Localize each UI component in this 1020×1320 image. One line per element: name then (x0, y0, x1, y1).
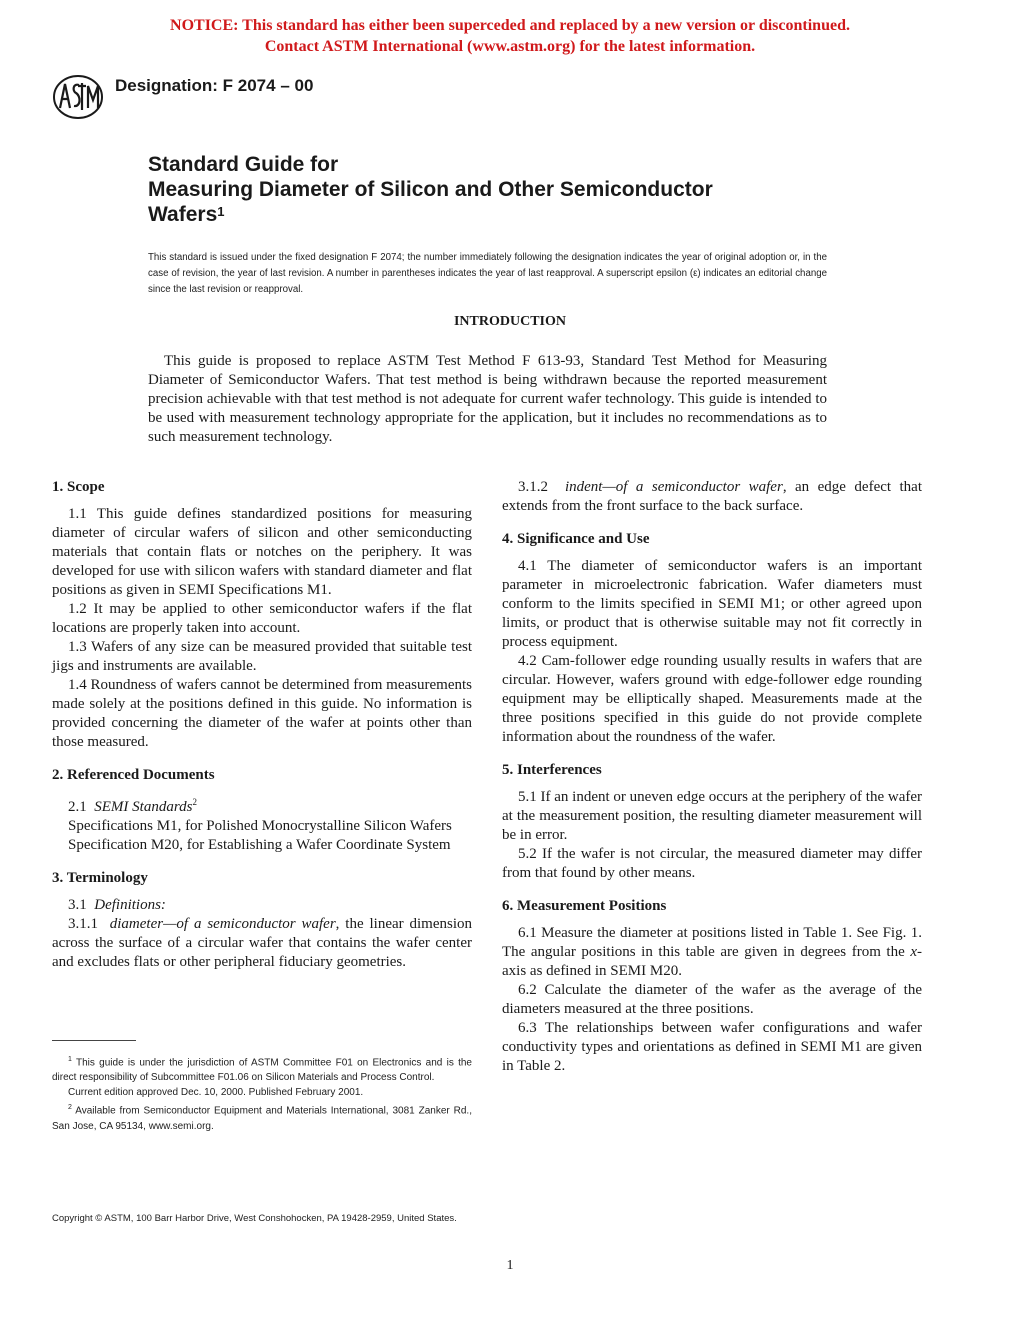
notice-line-1: NOTICE: This standard has either been superceded and replaced by a new version or discontinued. (170, 17, 850, 34)
title-line-3: Wafers$^1$ (148, 203, 225, 226)
section-terminology (52, 869, 472, 972)
section-significance (502, 530, 922, 747)
section-scope (52, 478, 472, 752)
paragraph: 6.3 The relationships between wafer configurations and wafer conductivity types and orientations as defined in SEMI M1 are given in Table 2. (502, 1020, 922, 1074)
notice-line-2: Contact ASTM International (www.astm.org) for the latest information. (264, 38, 756, 55)
section-heading: 5. Interferences (502, 762, 602, 778)
issuance-note: This standard is issued under the fixed designation F 2074; the number immediately following the designation indicates the year of original adoption or, in the case of revision, the year of last revision. A number in parentheses indicates the year of last reapproval. A superscript epsilon (ε) indicates an editorial change since the last revision or reapproval. (148, 252, 827, 295)
introduction-heading: INTRODUCTION (453, 314, 566, 329)
paragraph: 6.2 Calculate the diameter of the wafer as the average of the diameters measured at the three positions. (502, 982, 922, 1017)
paragraph: 3.1 Definitions: (68, 897, 166, 913)
paragraph: 1.2 It may be applied to other semiconductor wafers if the flat locations are properly taken into account. (52, 601, 472, 636)
reference-item: Specification M20, for Establishing a Wafer Coordinate System (68, 837, 451, 853)
paragraph: 5.1 If an indent or uneven edge occurs at the periphery of the wafer at the measurement position, the resulting diameter measurement will be in error. (502, 789, 922, 843)
paragraph: 4.1 The diameter of semiconductor wafers is an important parameter in microelectronic fabrication. Wafer diameters must conform to the limits specified in SEMI M1; or other agreed upon limits, or product that is otherwise suitable may not fit correctly in process equipment. (502, 558, 922, 650)
reference-item: Specifications M1, for Polished Monocrystalline Silicon Wafers (68, 818, 452, 834)
designation: Designation: F 2074 – 00 (115, 76, 314, 95)
title-footnote-mark: 1 (217, 204, 225, 219)
section-heading: 6. Measurement Positions (502, 898, 667, 914)
title-line-2: Measuring Diameter of Silicon and Other Semiconductor (148, 178, 713, 201)
left-column (52, 478, 472, 986)
supersession-notice (0, 15, 1020, 57)
paragraph: 2.1 SEMI Standards$^2$ (68, 797, 197, 815)
section-heading: 4. Significance and Use (502, 531, 650, 547)
paragraph: 6.1 Measure the diameter at positions listed in Table 1. See Fig. 1. The angular positions in this table are given in degrees from the x-axis as defined in SEMI M20. (502, 925, 922, 979)
paragraph: 1.4 Roundness of wafers cannot be determined from measurements made solely at the positions defined in this guide. No information is provided concerning the diameter of the wafer at points other than those measured. (52, 677, 472, 750)
page-number: 1 (506, 1258, 514, 1273)
paragraph: 1.1 This guide defines standardized positions for measuring diameter of circular wafers of silicon and other semiconducting materials that contain flats or notches on the periphery. It was developed for use with silicon wafers with standard diameter and flat positions as given in SEMI Specifications M1. (52, 506, 472, 598)
introduction-text: This guide is proposed to replace ASTM Test Method F 613-93, Standard Test Method for Measuring Diameter of Semiconductor Wafers. That test method is being withdrawn because the reported measurement precision achievable with that test method is not adequate for current wafer technology. This guide is intended to be used with measurement technology appropriate for the application, but it includes no recommendations as to such measurement technology. (148, 353, 827, 445)
section-heading: 3. Terminology (52, 870, 148, 886)
footnote-1-continued: Current edition approved Dec. 10, 2000. Published February 2001. (68, 1087, 364, 1099)
section-measurement-positions (502, 897, 922, 1076)
copyright-line: Copyright © ASTM, 100 Barr Harbor Drive, West Conshohocken, PA 19428-2959, United States. (52, 1213, 457, 1224)
footnote-2: $^2$ Available from Semiconductor Equipment and Materials International, 3081 Zanker Rd., San Jose, CA 95134, www.semi.org. (52, 1104, 472, 1132)
section-interferences (502, 761, 922, 883)
paragraph: 1.3 Wafers of any size can be measured provided that suitable test jigs and instruments are available. (52, 639, 472, 674)
footnote-1: $^1$ This guide is under the jurisdiction of ASTM Committee F01 on Electronics and is the direct responsibility of Subcommittee F01.06 on Silicon Materials and Process Control. (52, 1056, 472, 1084)
footnotes (52, 1052, 472, 1134)
section-heading: 1. Scope (52, 479, 105, 495)
footnote-mark: 2 (192, 797, 197, 807)
paragraph: 5.2 If the wafer is not circular, the measured diameter may differ from that found by other means. (502, 846, 922, 881)
section-heading: 2. Referenced Documents (52, 767, 215, 783)
right-column (502, 478, 922, 1090)
document-title (148, 152, 848, 227)
title-line-1: Standard Guide for (148, 153, 339, 176)
footnote-divider (52, 1040, 136, 1041)
paragraph: 3.1.2 indent—of a semiconductor wafer, an edge defect that extends from the front surface to the back surface. (502, 479, 923, 514)
paragraph: 4.2 Cam-follower edge rounding usually results in wafers that are circular. However, wafers ground with edge-follower edge rounding equipment may be elliptically shaped. Measurements made at the three positions specified in this guide do not provide complete information about the roundness of the wafer. (502, 653, 922, 745)
paragraph: 3.1.1 diameter—of a semiconductor wafer, the linear dimension across the surface of a circular wafer that contains the wafer center and excludes flats or other peripheral fiduciary geometries. (52, 916, 473, 970)
astm-logo-icon (52, 74, 104, 120)
section-referenced-documents (52, 766, 472, 855)
terminology-continued (502, 478, 922, 516)
